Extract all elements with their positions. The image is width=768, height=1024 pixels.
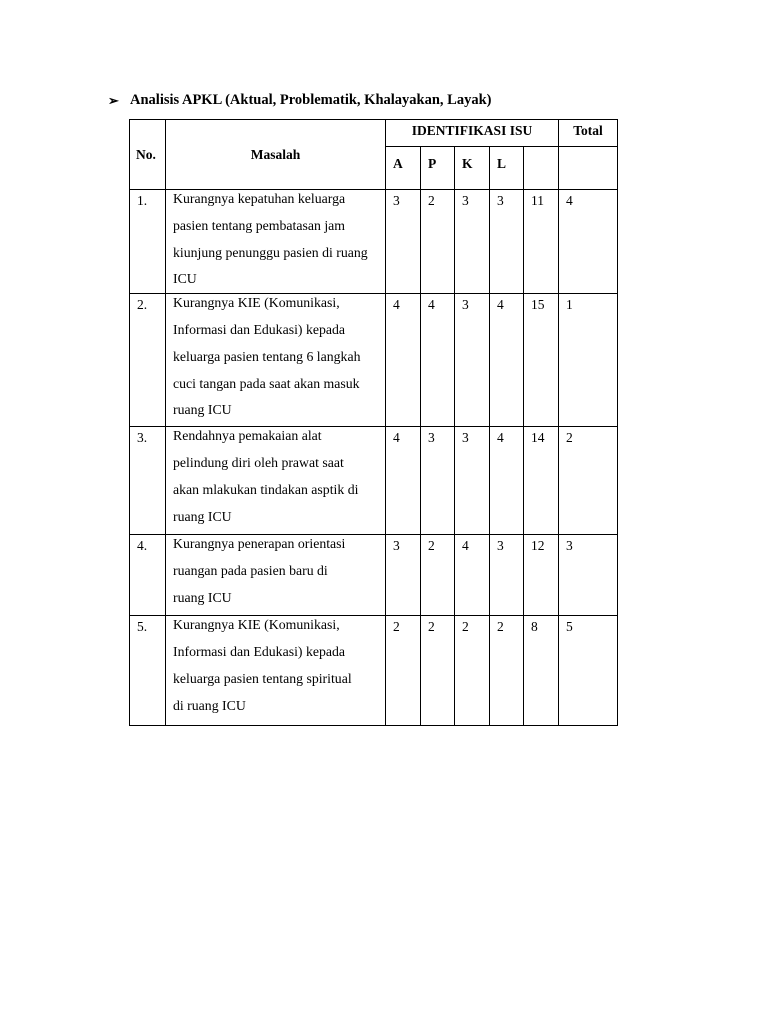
masalah-line: ICU	[173, 271, 197, 287]
cell-total: 1	[559, 294, 618, 427]
cell-p: 3	[421, 427, 455, 535]
cell-a: 4	[386, 294, 421, 427]
masalah-line: akan mlakukan tindakan asptik di	[173, 481, 359, 497]
cell-masalah	[166, 294, 386, 427]
header-no: No.	[130, 120, 166, 190]
cell-masalah	[166, 427, 386, 535]
table-row	[130, 616, 618, 726]
cell-p: 2	[421, 616, 455, 726]
cell-p: 4	[421, 294, 455, 427]
table-row	[130, 190, 618, 294]
masalah-line: Kurangnya KIE (Komunikasi,	[173, 295, 340, 311]
masalah-line: Informasi dan Edukasi) kepada	[173, 321, 346, 337]
cell-a: 3	[386, 535, 421, 616]
table-row	[130, 535, 618, 616]
cell-l: 4	[490, 427, 524, 535]
cell-k: 4	[455, 535, 490, 616]
cell-k: 3	[455, 427, 490, 535]
cell-masalah	[166, 616, 386, 726]
header-a: A	[386, 147, 421, 190]
masalah-line: Rendahnya pemakaian alat	[173, 428, 322, 444]
masalah-line: Kurangnya kepatuhan keluarga	[173, 191, 346, 206]
cell-no: 4.	[130, 535, 166, 616]
masalah-line: keluarga pasien tentang spiritual	[173, 670, 352, 686]
cell-l: 4	[490, 294, 524, 427]
cell-sum: 11	[524, 190, 559, 294]
cell-total: 2	[559, 427, 618, 535]
header-masalah: Masalah	[166, 120, 386, 190]
header-total: Total	[559, 120, 618, 147]
masalah-line: cuci tangan pada saat akan masuk	[173, 375, 360, 391]
header-p: P	[421, 147, 455, 190]
cell-total: 3	[559, 535, 618, 616]
masalah-line: ruangan pada pasien baru di	[173, 562, 328, 578]
cell-a: 3	[386, 190, 421, 294]
cell-sum: 15	[524, 294, 559, 427]
cell-no: 2.	[130, 294, 166, 427]
masalah-line: Informasi dan Edukasi) kepada	[173, 643, 346, 659]
heading-text: Analisis APKL (Aktual, Problematik, Khalayakan, Layak)	[130, 92, 492, 108]
masalah-line: ruang ICU	[173, 508, 232, 524]
masalah-line: kiunjung penunggu pasien di ruang	[173, 244, 368, 260]
cell-a: 4	[386, 427, 421, 535]
cell-l: 3	[490, 535, 524, 616]
header-sum-blank	[524, 147, 559, 190]
cell-k: 3	[455, 190, 490, 294]
masalah-line: Kurangnya penerapan orientasi	[173, 536, 346, 552]
header-total-blank	[559, 147, 618, 190]
masalah-line: keluarga pasien tentang 6 langkah	[173, 348, 361, 364]
arrow-bullet-icon: ➢	[108, 92, 119, 108]
apkl-table	[129, 119, 618, 726]
cell-masalah	[166, 190, 386, 294]
table-row	[130, 427, 618, 535]
masalah-line: di ruang ICU	[173, 697, 246, 713]
cell-p: 2	[421, 535, 455, 616]
masalah-line: ruang ICU	[173, 402, 232, 418]
masalah-line: pasien tentang pembatasan jam	[173, 217, 346, 233]
cell-total: 5	[559, 616, 618, 726]
cell-p: 2	[421, 190, 455, 294]
cell-no: 1.	[130, 190, 166, 294]
section-heading	[108, 92, 492, 109]
cell-total: 4	[559, 190, 618, 294]
table-row	[130, 294, 618, 427]
cell-sum: 14	[524, 427, 559, 535]
cell-sum: 12	[524, 535, 559, 616]
cell-no: 5.	[130, 616, 166, 726]
masalah-line: pelindung diri oleh prawat saat	[173, 454, 344, 470]
cell-sum: 8	[524, 616, 559, 726]
cell-no: 3.	[130, 427, 166, 535]
masalah-line: ruang ICU	[173, 589, 232, 605]
cell-k: 2	[455, 616, 490, 726]
cell-l: 2	[490, 616, 524, 726]
cell-l: 3	[490, 190, 524, 294]
header-k: K	[455, 147, 490, 190]
header-l: L	[490, 147, 524, 190]
header-identifikasi-isu: IDENTIFIKASI ISU	[386, 120, 559, 147]
masalah-line: Kurangnya KIE (Komunikasi,	[173, 617, 340, 633]
cell-k: 3	[455, 294, 490, 427]
cell-a: 2	[386, 616, 421, 726]
cell-masalah	[166, 535, 386, 616]
